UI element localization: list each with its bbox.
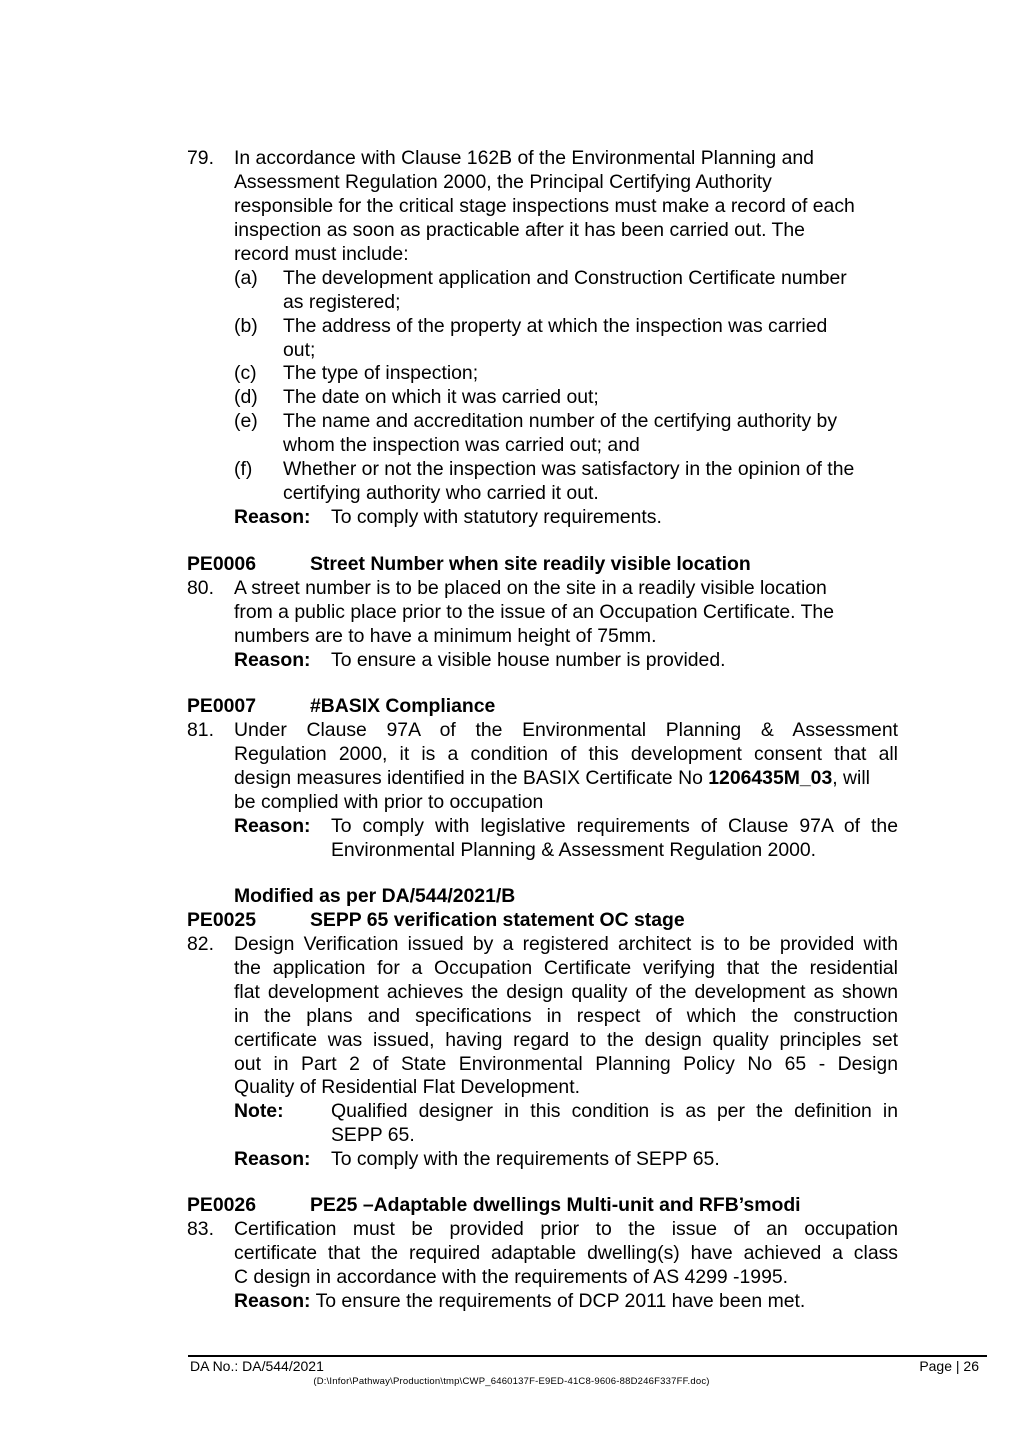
body-text: , will (832, 767, 870, 789)
condition-number: 80. (187, 577, 214, 599)
reason-text: To ensure the requirements of DCP 2011 have been met. (315, 1290, 806, 1312)
condition-number: 79. (187, 147, 214, 169)
condition-title: Street Number when site readily visible location (310, 553, 751, 575)
body-line: out in Part 2 of State Environmental Planning Policy No 65 - Design (234, 1053, 898, 1075)
body-line: Regulation 2000, it is a condition of this development consent that all (234, 743, 898, 765)
list-item-line: certifying authority who carried it out. (283, 482, 599, 504)
note-text: Qualified designer in this condition is as per the definition in (331, 1100, 898, 1122)
reason-line (234, 1289, 805, 1313)
body-line: numbers are to have a minimum height of 75mm. (234, 625, 657, 647)
condition-number: 82. (187, 933, 214, 955)
reason-label: Reason: (234, 1290, 311, 1312)
footer-page-number: Page | 26 (919, 1358, 979, 1374)
body-line (234, 766, 870, 790)
footer-da-number: DA No.: DA/544/2021 (190, 1358, 324, 1374)
body-line: from a public place prior to the issue of an Occupation Certificate. The (234, 601, 834, 623)
modified-note: Modified as per DA/544/2021/B (234, 885, 516, 907)
body-line: responsible for the critical stage inspections must make a record of each (234, 195, 855, 217)
body-line: be complied with prior to occupation (234, 791, 544, 813)
list-letter: (d) (234, 386, 258, 408)
list-item-line: The name and accreditation number of the certifying authority by (283, 410, 838, 432)
reason-label: Reason: (234, 1148, 311, 1170)
condition-code: PE0026 (187, 1194, 257, 1216)
list-item-line: The date on which it was carried out; (283, 386, 599, 408)
body-line: In accordance with Clause 162B of the Environmental Planning and (234, 147, 814, 169)
list-letter: (e) (234, 410, 258, 432)
condition-code: PE0025 (187, 909, 257, 931)
body-line: certificate that the required adaptable dwelling(s) have achieved a class (234, 1242, 898, 1264)
list-item-line: The development application and Construction Certificate number (283, 267, 847, 289)
body-line: inspection as soon as practicable after it has been carried out. The (234, 219, 805, 241)
condition-title: #BASIX Compliance (310, 695, 496, 717)
list-item-line: Whether or not the inspection was satisfactory in the opinion of the (283, 458, 855, 480)
reason-label: Reason: (234, 506, 311, 528)
reason-label: Reason: (234, 815, 311, 837)
body-line: flat development achieves the design quality of the development as shown (234, 981, 898, 1003)
body-line: the application for a Occupation Certificate verifying that the residential (234, 957, 898, 979)
list-item-line: The address of the property at which the inspection was carried (283, 315, 828, 337)
condition-code: PE0007 (187, 695, 257, 717)
body-line: record must include: (234, 243, 409, 265)
note-text: SEPP 65. (331, 1124, 415, 1146)
reason-text: To comply with the requirements of SEPP 65. (331, 1148, 720, 1170)
condition-code: PE0006 (187, 553, 257, 575)
list-letter: (b) (234, 315, 258, 337)
body-text: design measures identified in the BASIX Certificate No (234, 767, 709, 789)
footer-file-path: (D:\Infor\Pathway\Production\tmp\CWP_6460137F-E9ED-41C8-9606-88D246F337FF.doc) (313, 1376, 710, 1387)
list-item-line: as registered; (283, 291, 401, 313)
list-letter: (a) (234, 267, 258, 289)
body-line: A street number is to be placed on the site in a readily visible location (234, 577, 827, 599)
basix-certificate-number: 1206435M_03 (708, 767, 833, 789)
reason-text: To comply with legislative requirements of Clause 97A of the (331, 815, 898, 837)
footer-divider (188, 1355, 987, 1357)
condition-title: PE25 –Adaptable dwellings Multi-unit and RFB’smodi (310, 1194, 801, 1216)
reason-text: To ensure a visible house number is provided. (331, 649, 726, 671)
reason-text: To comply with statutory requirements. (331, 506, 662, 528)
reason-text: Environmental Planning & Assessment Regulation 2000. (331, 839, 817, 861)
body-line: in the plans and specifications in respect of which the construction (234, 1005, 898, 1027)
body-line: Quality of Residential Flat Development. (234, 1076, 580, 1098)
list-item-line: out; (283, 339, 316, 361)
body-line: certificate was issued, having regard to the design quality principles set (234, 1029, 898, 1051)
body-line: Certification must be provided prior to the issue of an occupation (234, 1218, 898, 1240)
body-line: C design in accordance with the requirements of AS 4299 -1995. (234, 1266, 789, 1288)
condition-number: 81. (187, 719, 214, 741)
list-item-line: The type of inspection; (283, 362, 479, 384)
note-label: Note: (234, 1100, 284, 1122)
body-line: Design Verification issued by a registered architect is to be provided with (234, 933, 898, 955)
list-item-line: whom the inspection was carried out; and (283, 434, 640, 456)
reason-label: Reason: (234, 649, 311, 671)
body-line: Assessment Regulation 2000, the Principal Certifying Authority (234, 171, 772, 193)
condition-number: 83. (187, 1218, 214, 1240)
list-letter: (c) (234, 362, 257, 384)
body-line: Under Clause 97A of the Environmental Planning & Assessment (234, 719, 898, 741)
condition-title: SEPP 65 verification statement OC stage (310, 909, 685, 931)
list-letter: (f) (234, 458, 253, 480)
